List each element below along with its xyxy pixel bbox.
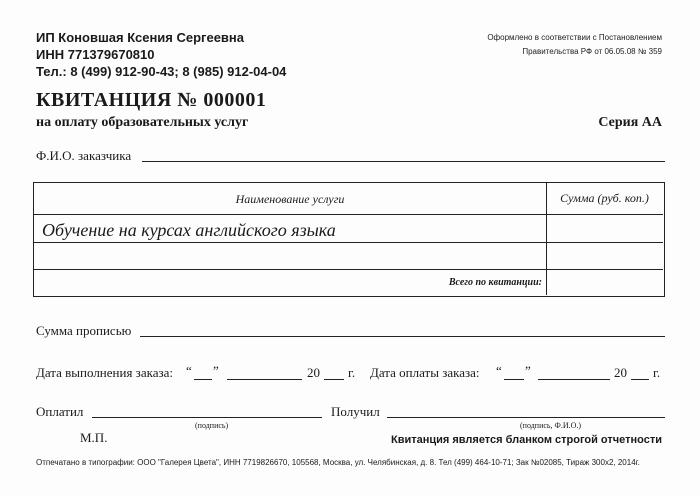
received-by-label: Получил xyxy=(331,404,380,419)
receipt-subtitle: на оплату образовательных услуг xyxy=(36,115,249,130)
regulation-line-1: Оформлено в соответствии с Постановлением xyxy=(487,33,662,42)
table-header-divider xyxy=(34,214,663,215)
sign-hint: (подпись) xyxy=(195,421,229,430)
sum-in-words-label: Сумма прописью xyxy=(36,323,132,338)
series-label: Серия АА xyxy=(598,115,662,130)
header-sum: Сумма (руб. коп.) xyxy=(560,191,649,205)
strict-reporting-note: Квитанция является бланком строгой отчетности xyxy=(390,434,662,446)
customer-field[interactable] xyxy=(142,161,665,162)
done-date-label: Дата выполнения заказа: xyxy=(36,365,173,380)
customer-label: Ф.И.О. заказчика xyxy=(36,148,132,163)
sign-name-hint: (подпись, Ф.И.О.) xyxy=(520,421,582,430)
quote-open: “ xyxy=(186,363,192,378)
regulation-line-2: Правительства РФ от 06.05.08 № 359 xyxy=(522,47,662,56)
done-year-field[interactable] xyxy=(324,379,344,380)
year-prefix: 20 xyxy=(614,365,627,380)
issuer-phone: Тел.: 8 (499) 912-90-43; 8 (985) 912-04-04 xyxy=(36,64,287,79)
header-service: Наименование услуги xyxy=(235,192,345,206)
receipt-title: КВИТАНЦИЯ № 000001 xyxy=(36,89,267,111)
service-row-1[interactable]: Обучение на курсах английского языка xyxy=(42,220,336,240)
quote-open: “ xyxy=(496,363,502,378)
table-row-divider xyxy=(34,242,663,243)
total-label: Всего по квитанции: xyxy=(448,277,542,288)
paid-by-signature-field[interactable] xyxy=(92,417,322,418)
issuer-name: ИП Коновшая Ксения Сергеевна xyxy=(36,30,244,45)
paid-month-field[interactable] xyxy=(538,379,610,380)
table-row-divider xyxy=(34,269,663,270)
issuer-inn: ИНН 771379670810 xyxy=(36,47,155,62)
paid-date-label: Дата оплаты заказа: xyxy=(370,365,480,380)
quote-close: ” xyxy=(213,363,219,378)
sum-in-words-field[interactable] xyxy=(140,336,665,337)
services-table xyxy=(33,182,665,297)
printer-footer: Отпечатано в типографии: ООО "Галерея Цвета", ИНН 7719826670, 105568, Москва, ул. Челябинская, д. 8. Тел (499) 464-10-71; Зак №02085, Тираж 300х2, 2014г. xyxy=(36,458,640,467)
paid-year-field[interactable] xyxy=(631,379,649,380)
year-suffix: г. xyxy=(653,365,661,380)
received-by-signature-field[interactable] xyxy=(387,417,665,418)
paid-by-label: Оплатил xyxy=(36,404,84,419)
year-prefix: 20 xyxy=(307,365,320,380)
stamp-label: М.П. xyxy=(80,430,108,445)
year-suffix: г. xyxy=(348,365,356,380)
done-month-field[interactable] xyxy=(227,379,302,380)
done-day-field[interactable] xyxy=(194,379,212,380)
regulation-note xyxy=(487,31,662,59)
quote-close: ” xyxy=(525,363,531,378)
paid-day-field[interactable] xyxy=(504,379,524,380)
